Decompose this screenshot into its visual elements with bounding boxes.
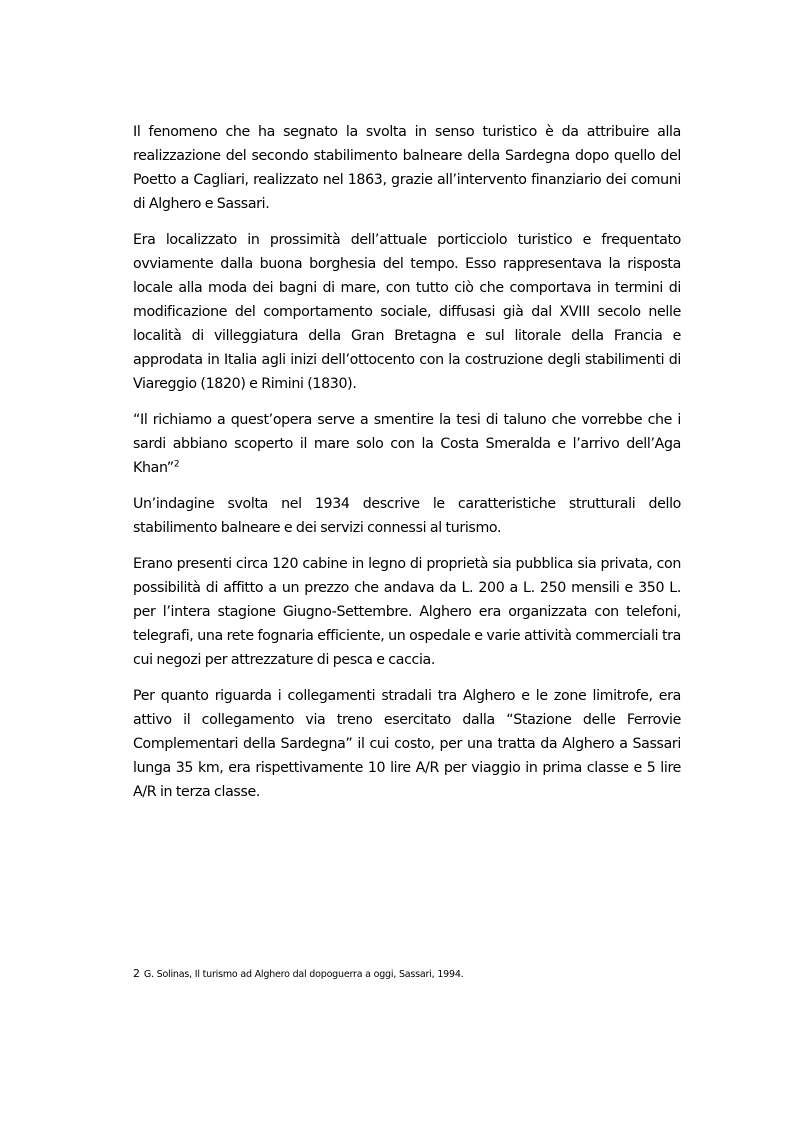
footnote-text: G. Solinas, Il turismo ad Alghero dal dopoguerra a oggi, Sassari, 1994. — [143, 969, 464, 980]
paragraph-location: Era localizzato in prossimità dell’attuale porticciolo turistico e frequentato ovviamente dalla buona borghesia del tempo. Esso rappresentava la risposta locale alla moda dei bagni di mare, con tutto ciò che comportava in termini di modificazione del comportamento sociale, diffusasi già dal XVIII secolo nelle località di villeggiatura della Gran Bretagna e sul litorale della Francia e approdata in Italia agli inizi dell’ottocento con la costruzione degli stabilimenti di Viareggio (1820) e Rimini (1830). — [133, 232, 681, 392]
footnote-number: 2 — [133, 967, 140, 980]
paragraph-seaside-establishment: Il fenomeno che ha segnato la svolta in senso turistico è da attribuire alla realizzazione del secondo stabilimento balneare della Sardegna dopo quello del Poetto a Cagliari, realizzato nel 1863, grazie all’intervento finanziario dei comuni di Alghero e Sassari. — [133, 124, 681, 212]
paragraph-quote — [133, 408, 681, 480]
body-text — [133, 120, 681, 816]
paragraph-railway: Per quanto riguarda i collegamenti stradali tra Alghero e le zone limitrofe, era attivo il collegamento via treno esercitato dalla “Stazione delle Ferrovie Complementari della Sardegna” il cui costo, per una tratta da Alghero a Sassari lunga 35 km, era rispettivamente 10 lire A/R per viaggio in prima classe e 5 lire A/R in terza classe. — [133, 688, 681, 800]
paragraph-survey-1934: Un’indagine svolta nel 1934 descrive le caratteristiche strutturali dello stabilimento balneare e dei servizi connessi al turismo. — [133, 496, 681, 536]
paragraph-cabins: Erano presenti circa 120 cabine in legno di proprietà sia pubblica sia privata, con possibilità di affitto a un prezzo che andava da L. 200 a L. 250 mensili e 350 L. per l’intera stagione Giugno-Settembre. Alghero era organizzata con telefoni, telegrafi, una rete fognaria efficiente, un ospedale e varie attività commerciali tra cui negozi per attrezzature di pesca e caccia. — [133, 556, 681, 668]
footnote — [133, 967, 681, 982]
footnote-reference[interactable]: 2 — [173, 459, 180, 470]
quote-text: “Il richiamo a quest’opera serve a smentire la tesi di taluno che vorrebbe che i sardi abbiano scoperto il mare solo con la Costa Smeralda e l’arrivo dell’Aga Khan” — [133, 412, 681, 476]
